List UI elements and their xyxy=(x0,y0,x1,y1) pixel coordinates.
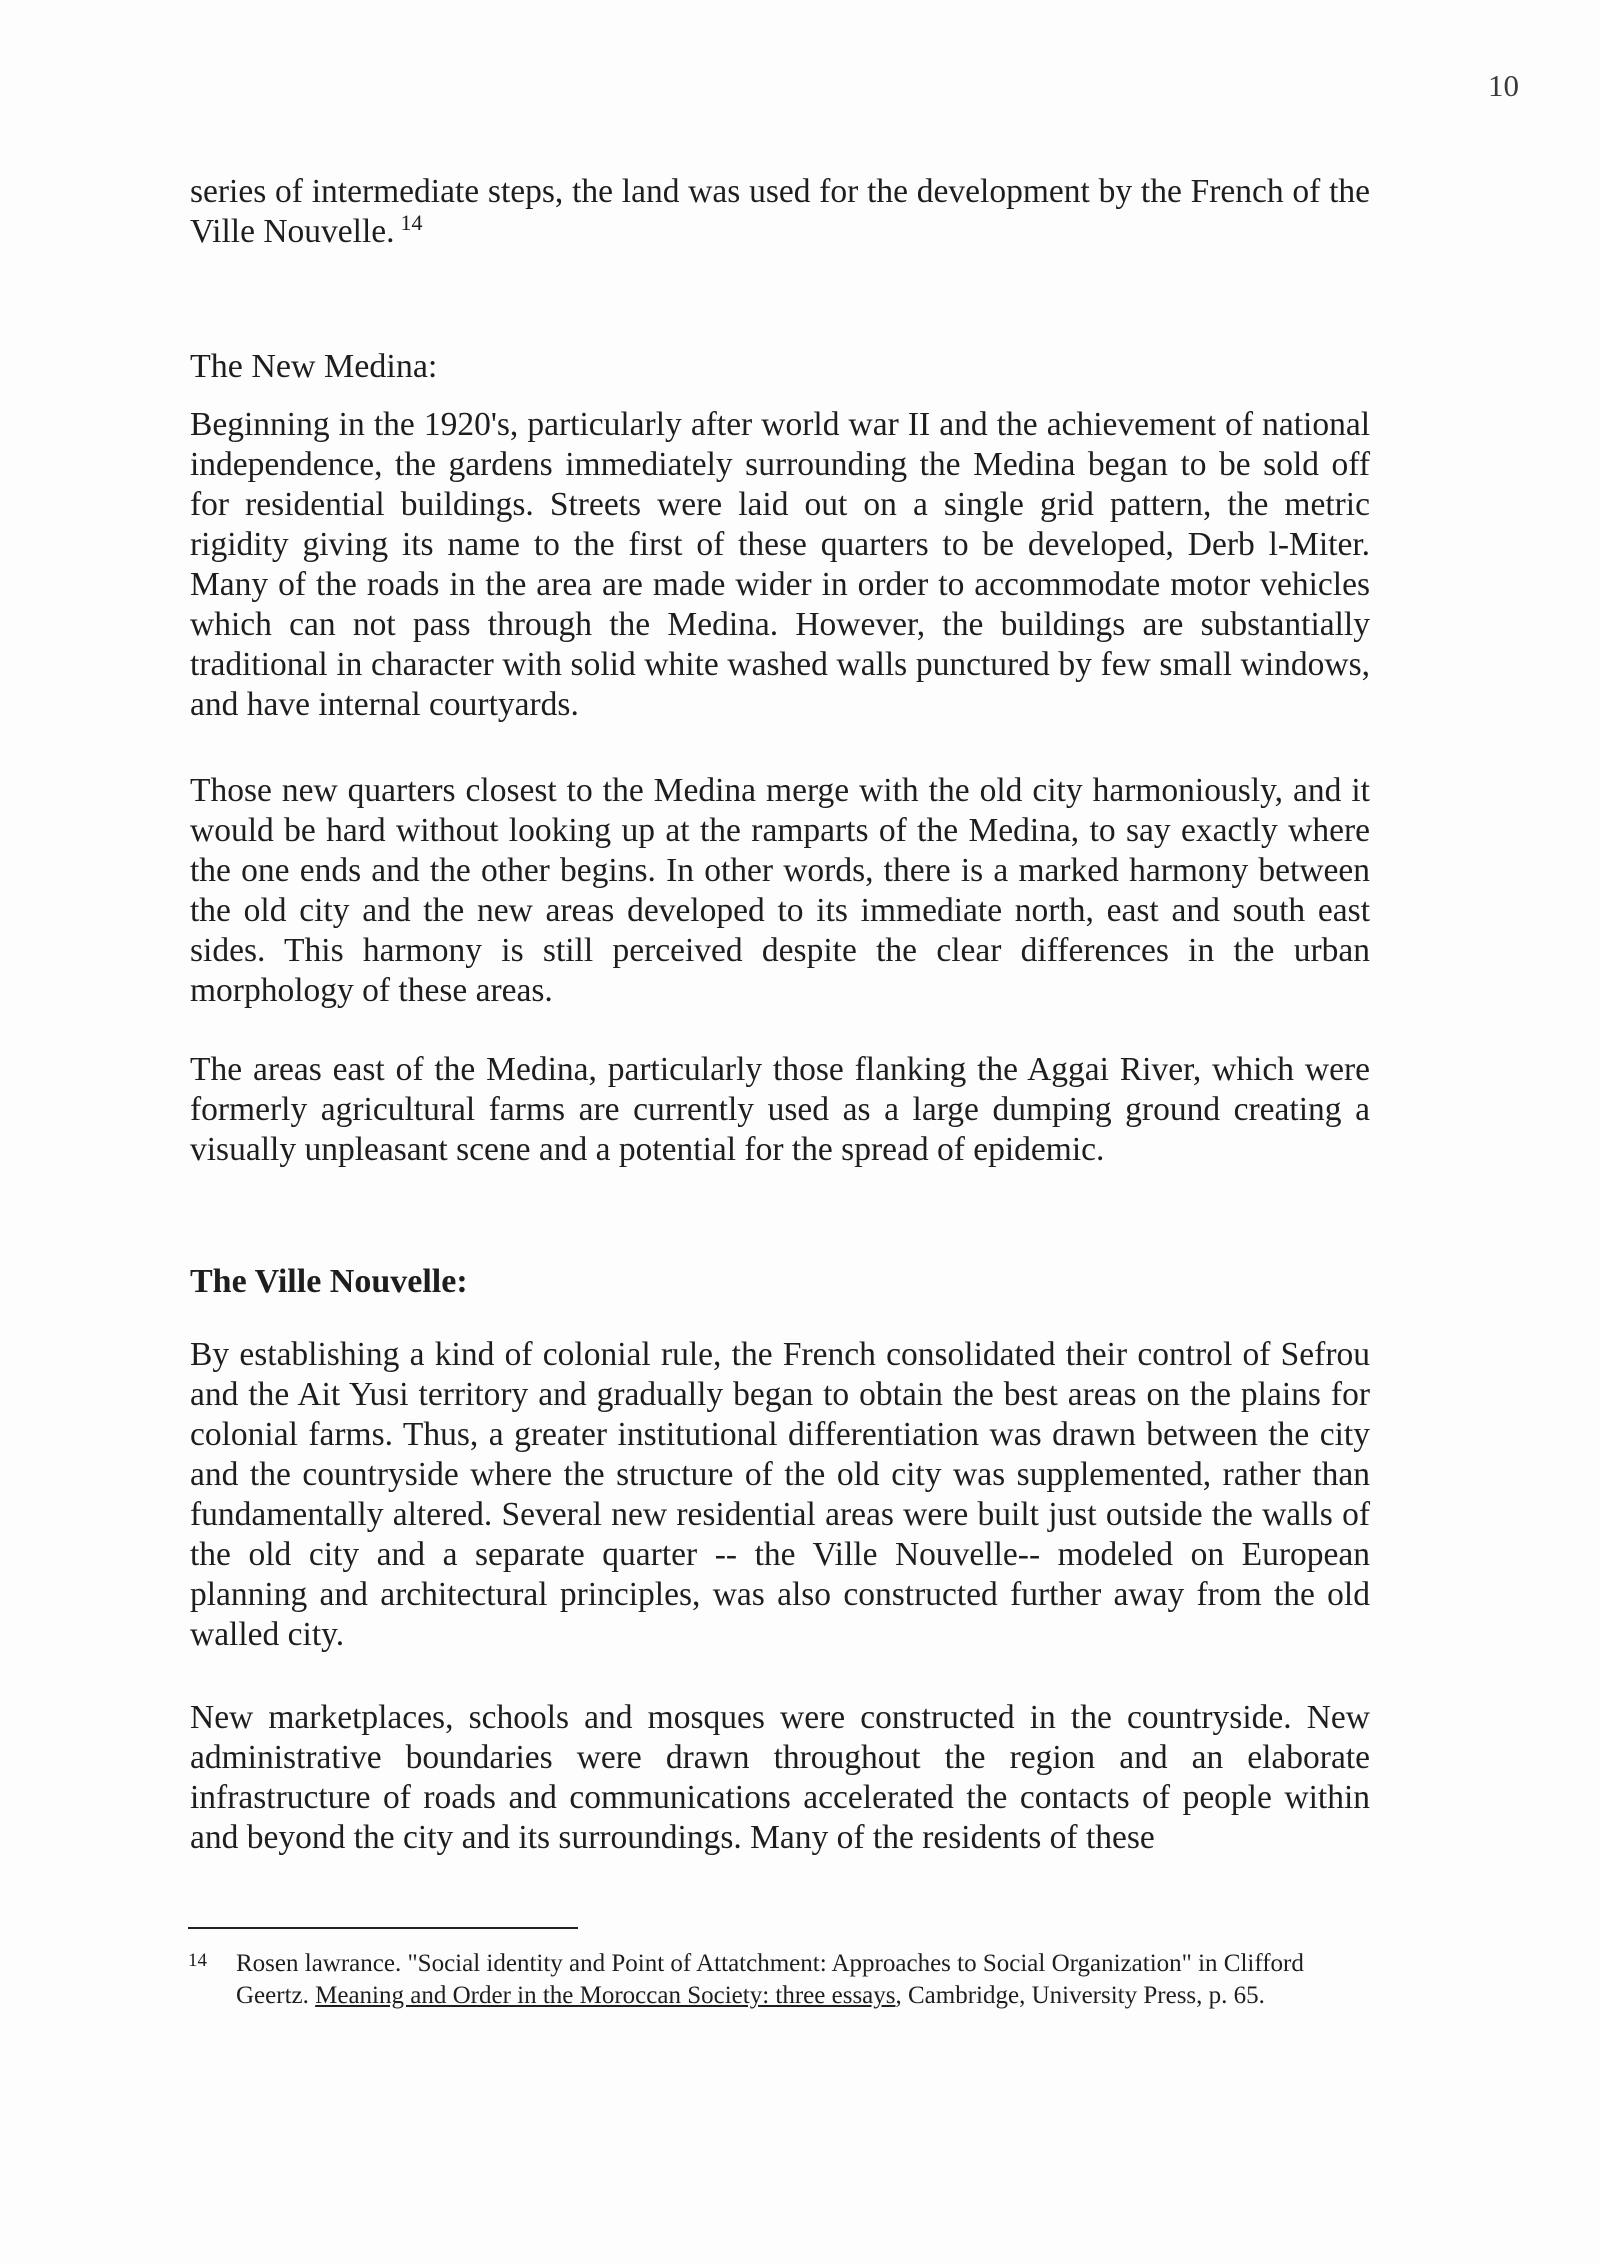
footnote-number: 14 xyxy=(188,1950,207,1971)
intro-paragraph xyxy=(190,172,1370,252)
new-medina-paragraph-1 xyxy=(190,405,1370,725)
paragraph-text: series of intermediate steps, the land was used for the development by the French of the Ville Nouvelle. xyxy=(190,173,1370,250)
paragraph: The areas east of the Medina, particularly those flanking the Aggai River, which were formerly agricultural farms are currently used as a large dumping ground creating a visually unpleasant scene and a potential for the spread of epidemic. xyxy=(190,1051,1370,1168)
footnote-citation-end: , Cambridge, University Press, p. 65. xyxy=(895,1982,1265,2009)
ville-nouvelle-paragraph-2 xyxy=(190,1698,1370,1858)
footnote-book-title: Meaning and Order in the Moroccan Society: three essays xyxy=(315,1982,896,2009)
new-medina-paragraph-3 xyxy=(190,1050,1370,1170)
paragraph: Those new quarters closest to the Medina merge with the old city harmoniously, and it would be hard without looking up at the ramparts of the Medina, to say exactly where the one ends and the other begins. In other words, there is a marked harmony between the old city and the new areas developed to its immediate north, east and south east sides. This harmony is still perceived despite the clear differences in the urban morphology of these areas. xyxy=(190,772,1370,1009)
section-heading-new-medina: The New Medina: xyxy=(190,348,438,385)
footnote-reference[interactable]: 14 xyxy=(400,210,423,235)
page-number: 10 xyxy=(1488,68,1519,103)
footnote-divider xyxy=(188,1927,578,1929)
footnote-text xyxy=(236,1948,1348,2012)
paragraph: By establishing a kind of colonial rule, the French consolidated their control of Sefrou and the Ait Yusi territory and gradually began to obtain the best areas on the plains for colonial farms. Thus, a greater institutional differentiation was drawn between the city and the countryside where the structure of the old city was supplemented, rather than fundamentally altered. Several new residential areas were built just outside the walls of the old city and a separate quarter -- the Ville Nouvelle-- modeled on European planning and architectural principles, was also constructed further away from the old walled city. xyxy=(190,1336,1370,1653)
paragraph xyxy=(190,172,1370,252)
section-heading-ville-nouvelle: The Ville Nouvelle: xyxy=(190,1263,468,1300)
paragraph: Beginning in the 1920's, particularly after world war II and the achievement of national independence, the gardens immediately surrounding the Medina began to be sold off for residential buildings. Streets were laid out on a single grid pattern, the metric rigidity giving its name to the first of these quarters to be developed, Derb l-Miter. Many of the roads in the area are made wider in order to accommodate motor vehicles which can not pass through the Medina. However, the buildings are substantially traditional in character with solid white washed walls punctured by few small windows, and have internal courtyards. xyxy=(190,406,1370,723)
footnote-14 xyxy=(188,1948,1348,2012)
footnote-citation-start: Rosen lawrance. "Social identity and Point of Attatchment: Approaches to Social Organization" in Clifford Geertz. xyxy=(236,1950,1304,2009)
new-medina-paragraph-2 xyxy=(190,771,1370,1011)
ville-nouvelle-paragraph-1 xyxy=(190,1335,1370,1655)
paragraph: New marketplaces, schools and mosques were constructed in the countryside. New administrative boundaries were drawn throughout the region and an elaborate infrastructure of roads and communications accelerated the contacts of people within and beyond the city and its surroundings. Many of the residents of these xyxy=(190,1699,1370,1856)
